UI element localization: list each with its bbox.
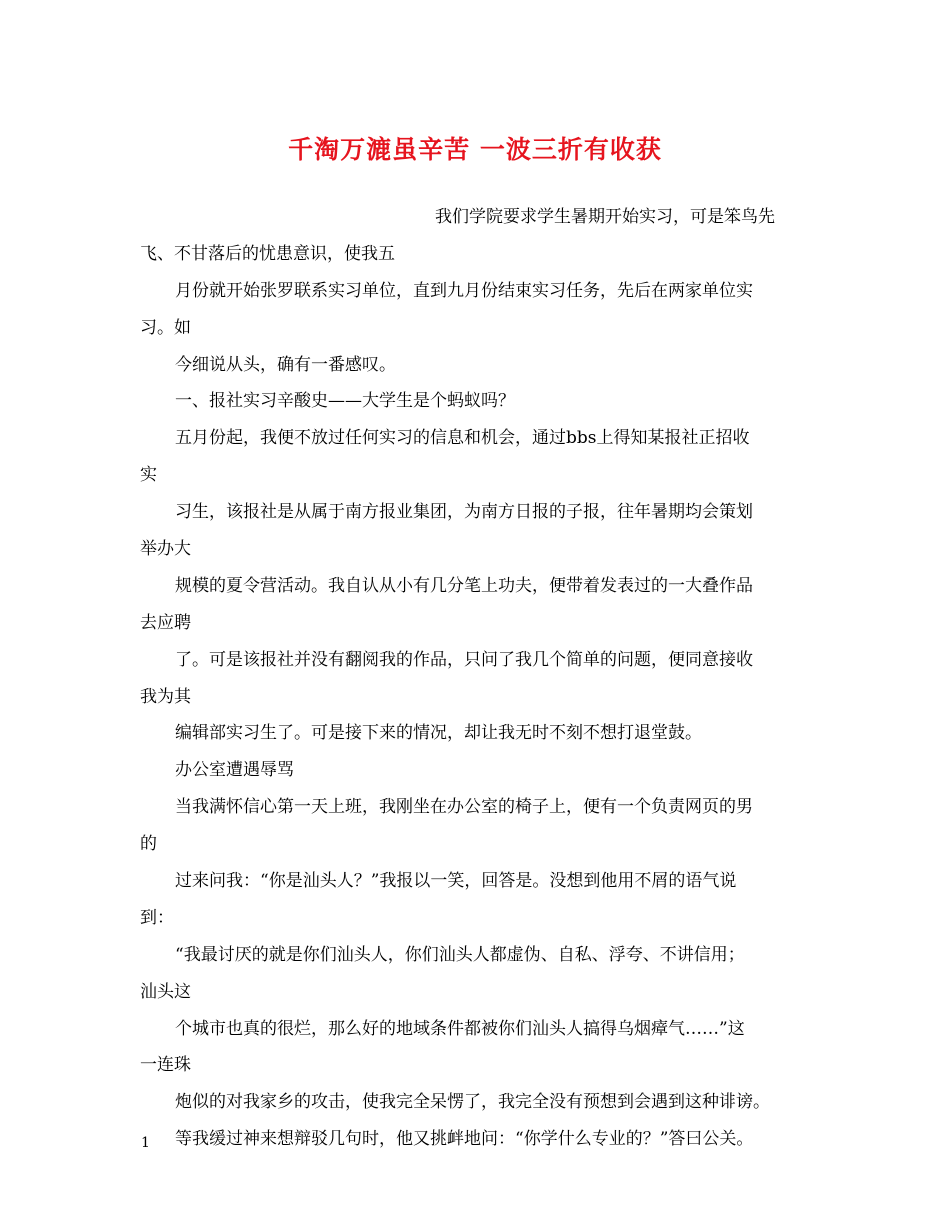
- page-number: 1: [141, 1135, 150, 1151]
- document-title: 千淘万漉虽辛苦 一波三折有收获: [288, 135, 662, 164]
- paragraph-line: 飞、不甘落后的忧患意识，使我五: [140, 243, 395, 264]
- paragraph-line: 到：: [140, 907, 174, 928]
- paragraph-line: 我为其: [140, 686, 191, 707]
- paragraph-line: 习。如: [140, 317, 191, 338]
- paragraph-line: 五月份起，我便不放过任何实习的信息和机会，通过bbs上得知某报社正招收: [175, 428, 750, 449]
- paragraph-line: 习生，该报社是从属于南方报业集团，为南方日报的子报，往年暑期均会策划: [175, 502, 753, 523]
- paragraph-line: 举办大: [140, 539, 191, 560]
- document-body: [140, 206, 820, 1165]
- paragraph-line: 一连珠: [140, 1055, 191, 1076]
- paragraph-line: 当我满怀信心第一天上班，我刚坐在办公室的椅子上，便有一个负责网页的男: [175, 797, 753, 818]
- paragraph-line: 汕头这: [140, 981, 191, 1002]
- paragraph-line: 实: [140, 465, 157, 486]
- paragraph-line: 了。可是该报社并没有翻阅我的作品，只问了我几个简单的问题，便同意接收: [175, 649, 753, 670]
- paragraph-line: 的: [140, 834, 157, 855]
- paragraph-line: 今细说从头，确有一番感叹。: [175, 354, 396, 375]
- paragraph-line: 过来问我：“你是汕头人？”我报以一笑，回答是。没想到他用不屑的语气说: [175, 871, 737, 892]
- paragraph-line: 个城市也真的很烂，那么好的地域条件都被你们汕头人搞得乌烟瘴气……”这: [175, 1018, 745, 1039]
- paragraph-line: 规模的夏令营活动。我自认从小有几分笔上功夫，便带着发表过的一大叠作品: [175, 575, 753, 596]
- paragraph-line: 编辑部实习生了。可是接下来的情况，却让我无时不刻不想打退堂鼓。: [175, 723, 702, 744]
- paragraph-line: 一、报社实习辛酸史——大学生是个蚂蚁吗？: [175, 391, 515, 412]
- paragraph-line: 月份就开始张罗联系实习单位，直到九月份结束实习任务，先后在两家单位实: [175, 280, 753, 301]
- paragraph-line: “我最讨厌的就是你们汕头人，你们汕头人都虚伪、自私、浮夸、不讲信用；: [175, 944, 745, 965]
- paragraph-line: 我们学院要求学生暑期开始实习，可是笨鸟先: [435, 207, 775, 227]
- paragraph-line: 炮似的对我家乡的攻击，使我完全呆愣了，我完全没有预想到会遇到这种诽谤。: [175, 1092, 770, 1113]
- paragraph-line: 去应聘: [140, 612, 191, 633]
- paragraph-line: 办公室遭遇辱骂: [175, 760, 294, 781]
- paragraph-line: 等我缓过神来想辩驳几句时，他又挑衅地问：“你学什么专业的？”答曰公关。: [175, 1129, 754, 1150]
